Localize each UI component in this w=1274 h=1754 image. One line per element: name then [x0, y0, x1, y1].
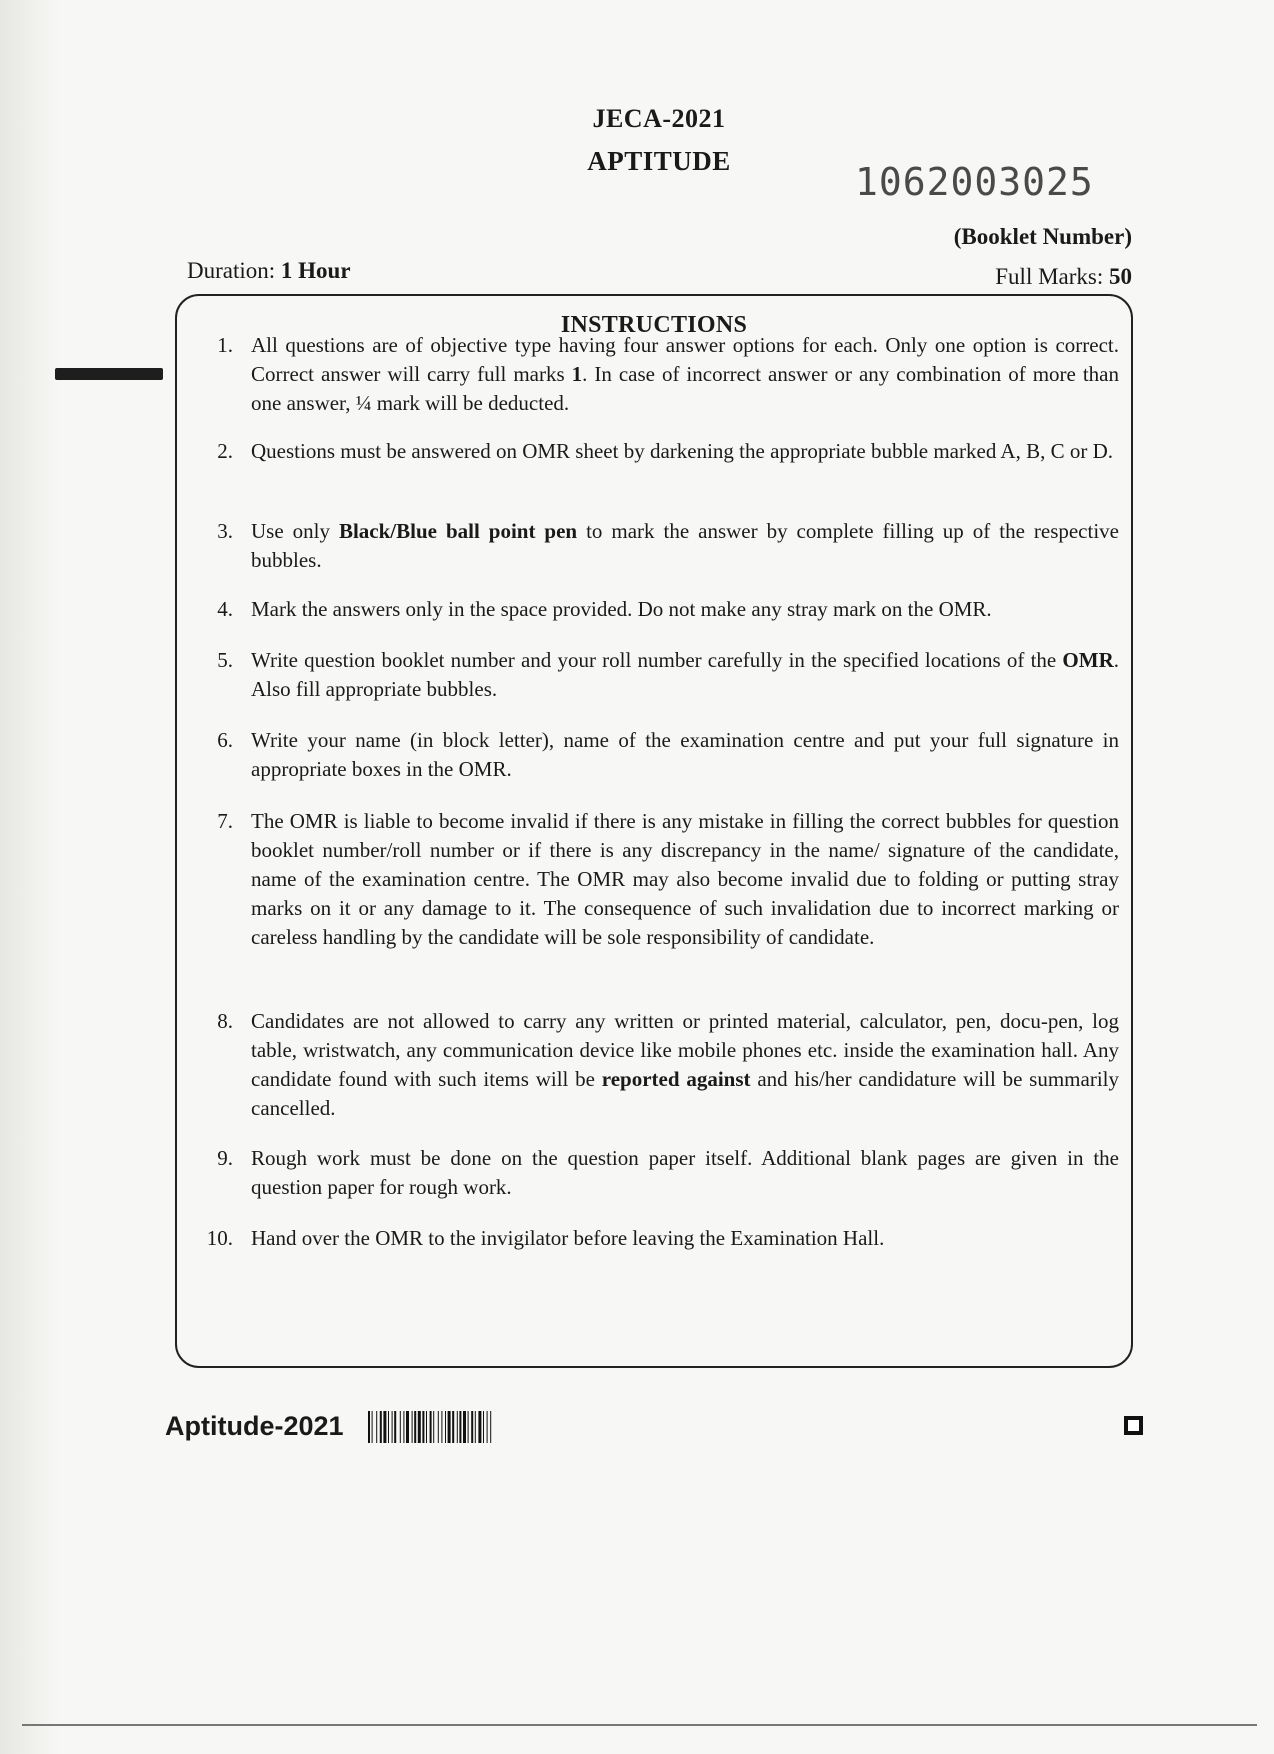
- barcode-bar: [383, 1411, 386, 1443]
- subject-title: APTITUDE: [587, 146, 731, 176]
- barcode-bar: [430, 1411, 432, 1443]
- duration-value: 1 Hour: [280, 258, 351, 283]
- instruction-text: [251, 517, 1119, 575]
- instruction-text: [251, 807, 1119, 952]
- instructions-title: INSTRUCTIONS: [560, 312, 748, 338]
- instruction-number: 2.: [217, 439, 233, 463]
- instruction-text-segment: Write your name (in block letter), name of the examination centre and put your full signature in appropriate boxes in the OMR.: [251, 728, 1119, 781]
- instruction-number: 4.: [217, 597, 233, 621]
- barcode-bar: [388, 1411, 389, 1443]
- instruction-text: [251, 331, 1119, 418]
- instruction-text-segment: and his/her candidature will be summarily cancelled.: [251, 1067, 1120, 1120]
- instruction-text: [251, 1144, 1119, 1202]
- barcode-bar: [433, 1411, 434, 1443]
- barcode-bar: [490, 1411, 491, 1443]
- instruction-text-segment: Mark the answers only in the space provided. Do not make any stray mark on the OMR.: [251, 597, 992, 621]
- barcode-bar: [468, 1411, 469, 1443]
- instruction-number: 7.: [217, 809, 233, 833]
- instruction-text-segment: Candidates are not allowed to carry any written or printed material, calculator, pen, docu-pen, log table, wristwatch, any communication device like mobile phones etc. inside the examination hall. Any candidate found with such items will be: [251, 1009, 1119, 1091]
- barcode-bar: [457, 1411, 458, 1443]
- barcode-bar: [394, 1411, 396, 1443]
- barcode-bar: [445, 1411, 446, 1443]
- barcode-bar: [422, 1411, 424, 1443]
- instruction-text: [251, 646, 1119, 704]
- instructions-box: [175, 294, 1133, 1368]
- full-marks-label: Full Marks:: [995, 264, 1104, 289]
- barcode-bar: [403, 1411, 404, 1443]
- instruction-text: [251, 1224, 1119, 1253]
- barcode-bar: [380, 1411, 382, 1443]
- barcode-bar: [478, 1411, 481, 1443]
- barcode-bar: [412, 1411, 413, 1443]
- barcode-bar: [392, 1411, 393, 1443]
- duration-label: Duration:: [187, 258, 276, 283]
- instruction-emphasis: 1: [571, 362, 583, 386]
- booklet-number-caption: (Booklet Number): [953, 224, 1132, 249]
- barcode-bar: [448, 1411, 451, 1443]
- instruction-number: 6.: [217, 728, 233, 752]
- barcode-bar: [368, 1411, 370, 1443]
- barcode-bar: [426, 1411, 427, 1443]
- duration: [187, 258, 351, 284]
- full-marks-value: 50: [1109, 264, 1132, 289]
- barcode-bar: [372, 1411, 373, 1443]
- instruction-number: 8.: [217, 1009, 233, 1033]
- instruction-text-segment: . Also fill appropriate bubbles.: [251, 648, 1119, 701]
- instruction-text-segment: . In case of incorrect answer or any combination of more than one answer, ¼ mark will be deducted.: [251, 362, 1119, 415]
- instruction-text-segment: Questions must be answered on OMR sheet by darkening the appropriate bubble marked A, B, C or D.: [251, 439, 1113, 463]
- barcode-bar: [459, 1411, 461, 1443]
- booklet-number: 1062003025: [855, 160, 1094, 204]
- instruction-text-segment: Hand over the OMR to the invigilator before leaving the Examination Hall.: [251, 1226, 885, 1250]
- instruction-text: [251, 726, 1119, 784]
- barcode-bar: [475, 1411, 476, 1443]
- instruction-text-segment: The OMR is liable to become invalid if there is any mistake in filling the correct bubbles for question booklet number/roll number or if there is any discrepancy in the name/ signature of the candidate, name of the examination centre. The OMR may also become invalid due to folding or putting stray marks on it or any damage to it. The consequence of such invalidation due to incorrect marking or careless handling by the candidate will be sole responsibility of candidate.: [251, 809, 1119, 949]
- bottom-rule: [22, 1724, 1257, 1726]
- full-marks: [995, 264, 1132, 290]
- footer-subject-label: Aptitude-2021: [165, 1411, 344, 1441]
- barcode-bar: [471, 1411, 473, 1443]
- instruction-text: [251, 437, 1119, 466]
- barcode-bar: [418, 1411, 421, 1443]
- barcode-bar: [414, 1411, 416, 1443]
- scanned-page-edge: [0, 0, 60, 1754]
- instruction-text-segment: to mark the answer by complete filling up of the respective bubbles.: [251, 519, 1119, 572]
- instruction-number: 3.: [217, 519, 233, 543]
- barcode-bar: [441, 1411, 442, 1443]
- barcode-bar: [452, 1411, 454, 1443]
- barcode-bar: [438, 1411, 439, 1443]
- barcode-bar: [483, 1411, 484, 1443]
- barcode-bar: [400, 1411, 401, 1443]
- instruction-text-segment: All questions are of objective type having four answer options for each. Only one option is correct. Correct answer will carry full marks: [251, 333, 1119, 386]
- barcode-bar: [463, 1411, 466, 1443]
- scanner-mark: [55, 368, 163, 380]
- instruction-text: [251, 1007, 1119, 1123]
- instruction-number: 5.: [217, 648, 233, 672]
- instruction-text-segment: Write question booklet number and your roll number carefully in the specified locations of the: [251, 648, 1063, 672]
- instruction-number: 1.: [217, 333, 233, 357]
- barcode-bar: [487, 1411, 488, 1443]
- barcode-bar: [376, 1411, 377, 1443]
- instruction-text: [251, 595, 1119, 624]
- instruction-text-segment: Use only: [251, 519, 339, 543]
- instruction-emphasis: reported against: [601, 1067, 751, 1091]
- instruction-number: 9.: [217, 1146, 233, 1170]
- barcode-bar: [406, 1411, 409, 1443]
- instruction-emphasis: Black/Blue ball point pen: [338, 519, 578, 543]
- exam-code: JECA-2021: [592, 104, 726, 133]
- corner-square-icon: [1124, 1416, 1143, 1435]
- instruction-emphasis: OMR: [1062, 648, 1114, 672]
- instruction-text-segment: Rough work must be done on the question paper itself. Additional blank pages are given in the question paper for rough work.: [251, 1146, 1119, 1199]
- instruction-number: 10.: [206, 1226, 233, 1250]
- barcode: [368, 1411, 620, 1443]
